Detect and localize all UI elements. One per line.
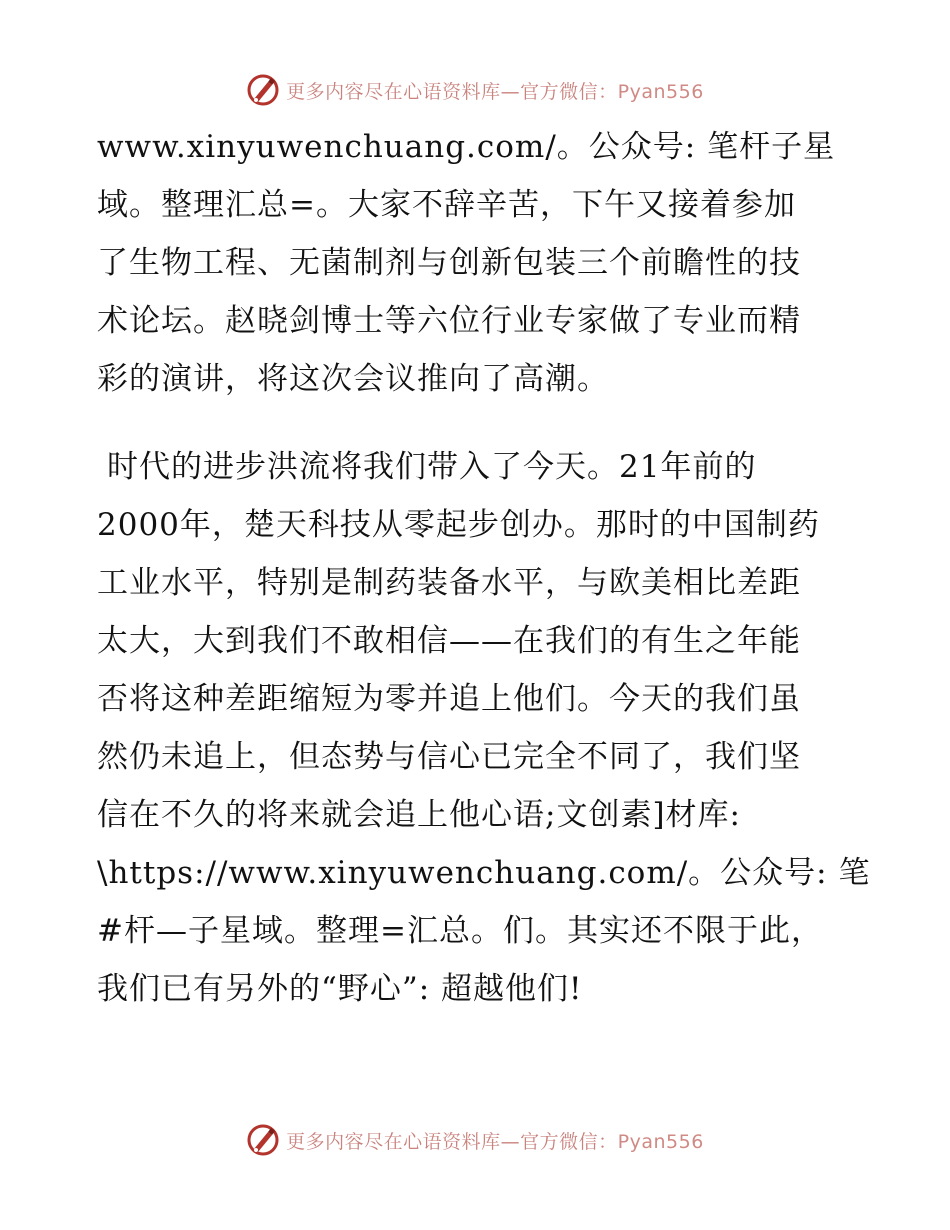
text-line: 了生物工程、无菌制剂与创新包装三个前瞻性的技 — [97, 245, 801, 281]
text-line: 太大，大到我们不敢相信——在我们的有生之年能 — [97, 623, 801, 659]
text-line: 2000年，楚天科技从零起步创办。那时的中国制药 — [97, 507, 820, 543]
header-watermark — [0, 70, 950, 110]
text-line: 否将这种差距缩短为零并追上他们。今天的我们虽 — [97, 681, 801, 717]
paragraph-2 — [97, 438, 871, 1018]
text-line: \https://www.xinyuwenchuang.com/。公众号: 笔 — [97, 855, 871, 891]
text-line: 信在不久的将来就会追上他心语;文创素]材库: — [97, 797, 741, 833]
text-line: 我们已有另外的“野心”: 超越他们! — [97, 971, 583, 1007]
pen-logo-icon — [246, 1123, 280, 1157]
text-line: 然仍未追上，但态势与信心已完全不同了，我们坚 — [97, 739, 801, 775]
footer-watermark-label: 更多内容尽在心语资料库—官方微信： — [286, 1130, 618, 1153]
pen-logo-icon — [246, 73, 280, 107]
document-body — [97, 118, 871, 1018]
header-watermark-text — [286, 77, 704, 104]
footer-watermark-id: Pyan556 — [617, 1130, 704, 1153]
header-watermark-label: 更多内容尽在心语资料库—官方微信： — [286, 80, 618, 103]
paragraph-1 — [97, 118, 857, 408]
paragraph-gap — [97, 408, 857, 438]
text-line: 术论坛。赵晓剑博士等六位行业专家做了专业而精 — [97, 303, 801, 339]
text-line: 域。整理汇总=。大家不辞辛苦，下午又接着参加 — [97, 187, 796, 223]
text-line: 工业水平，特别是制药装备水平，与欧美相比差距 — [97, 565, 801, 601]
header-watermark-id: Pyan556 — [617, 80, 704, 103]
footer-watermark — [0, 1120, 950, 1160]
text-line: 时代的进步洪流将我们带入了今天。21年前的 — [107, 449, 757, 485]
text-line: #杆—子星域。整理=汇总。们。其实还不限于此， — [97, 913, 823, 949]
text-line: 彩的演讲，将这次会议推向了高潮。 — [97, 361, 609, 397]
text-line: www.xinyuwenchuang.com/。公众号: 笔杆子星 — [97, 129, 836, 165]
footer-watermark-text — [286, 1127, 704, 1154]
